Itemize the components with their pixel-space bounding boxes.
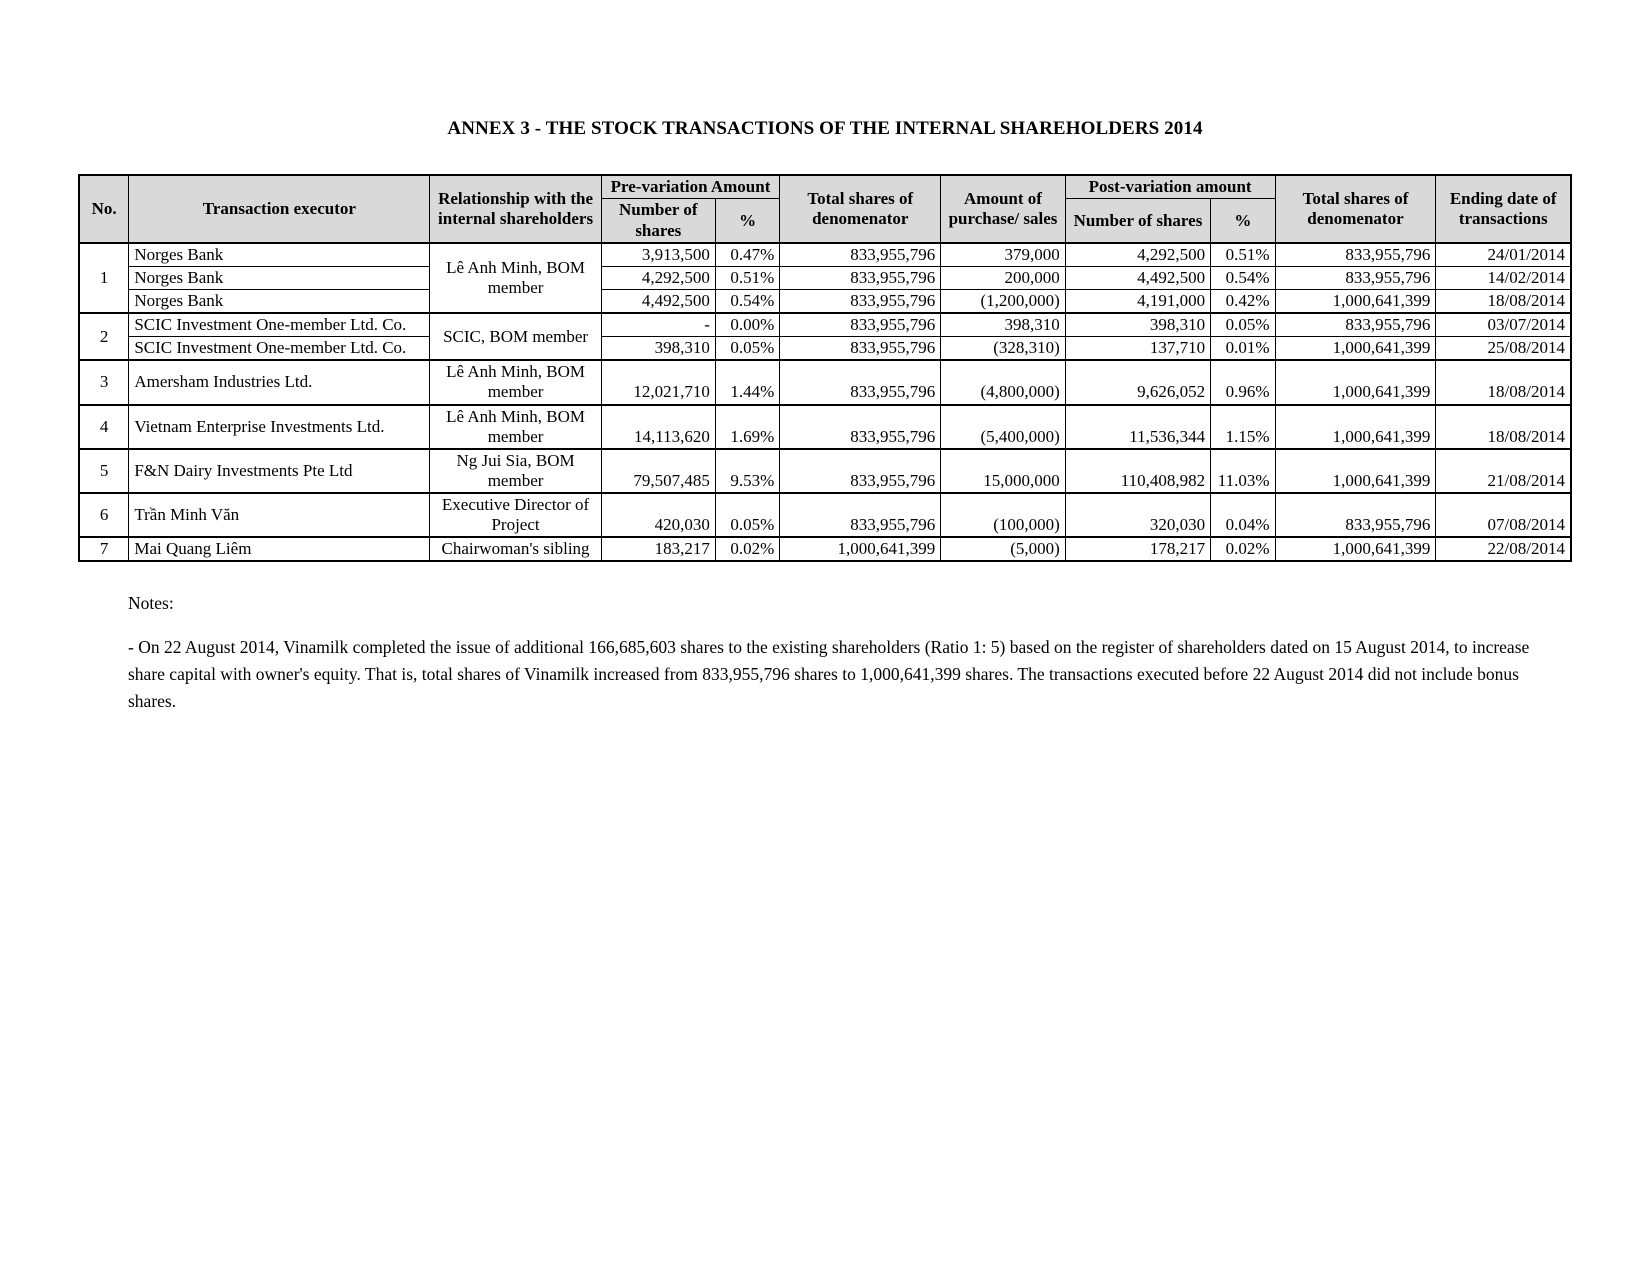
table-row: [79, 537, 1571, 561]
cell-relationship: Lê Anh Minh, BOM member: [430, 243, 601, 313]
cell-ending-date: 22/08/2014: [1436, 537, 1571, 561]
cell-total-shares-before: 833,955,796: [780, 337, 941, 361]
cell-ending-date: 18/08/2014: [1436, 360, 1571, 404]
cell-relationship: Executive Director of Project: [430, 493, 601, 537]
cell-post-number-of-shares: 137,710: [1065, 337, 1210, 361]
cell-total-shares-after: 1,000,641,399: [1275, 405, 1436, 449]
cell-amount-of-purchase-sales: 398,310: [941, 313, 1066, 337]
cell-ending-date: 03/07/2014: [1436, 313, 1571, 337]
cell-post-percent: 0.02%: [1211, 537, 1275, 561]
cell-no: 2: [79, 313, 129, 360]
cell-ending-date: 21/08/2014: [1436, 449, 1571, 493]
cell-total-shares-after: 833,955,796: [1275, 267, 1436, 290]
cell-ending-date: 18/08/2014: [1436, 290, 1571, 314]
cell-amount-of-purchase-sales: (1,200,000): [941, 290, 1066, 314]
cell-pre-number-of-shares: 12,021,710: [601, 360, 715, 404]
notes-label: Notes:: [128, 592, 174, 613]
cell-pre-percent: 1.69%: [715, 405, 779, 449]
cell-relationship: SCIC, BOM member: [430, 313, 601, 360]
cell-total-shares-after: 833,955,796: [1275, 313, 1436, 337]
cell-ending-date: 07/08/2014: [1436, 493, 1571, 537]
cell-relationship: Ng Jui Sia, BOM member: [430, 449, 601, 493]
cell-post-number-of-shares: 4,191,000: [1065, 290, 1210, 314]
cell-transaction-executor: Norges Bank: [129, 243, 430, 267]
cell-pre-number-of-shares: -: [601, 313, 715, 337]
cell-post-percent: 1.15%: [1211, 405, 1275, 449]
cell-amount-of-purchase-sales: 200,000: [941, 267, 1066, 290]
table-header: [79, 175, 1571, 243]
table-row: [79, 405, 1571, 449]
cell-post-number-of-shares: 398,310: [1065, 313, 1210, 337]
cell-total-shares-before: 833,955,796: [780, 313, 941, 337]
cell-pre-percent: 0.47%: [715, 243, 779, 267]
cell-total-shares-before: 833,955,796: [780, 493, 941, 537]
cell-transaction-executor: Vietnam Enterprise Investments Ltd.: [129, 405, 430, 449]
table-row: [79, 449, 1571, 493]
th-transaction-executor: Transaction executor: [129, 175, 430, 243]
cell-total-shares-after: 1,000,641,399: [1275, 337, 1436, 361]
cell-total-shares-after: 1,000,641,399: [1275, 449, 1436, 493]
table-row: [79, 337, 1571, 361]
cell-post-number-of-shares: 11,536,344: [1065, 405, 1210, 449]
cell-total-shares-before: 833,955,796: [780, 290, 941, 314]
cell-transaction-executor: Trần Minh Văn: [129, 493, 430, 537]
table-body: [79, 243, 1571, 561]
cell-no: 7: [79, 537, 129, 561]
th-post-number-of-shares: Number of shares: [1065, 199, 1210, 243]
cell-pre-percent: 0.51%: [715, 267, 779, 290]
cell-amount-of-purchase-sales: (4,800,000): [941, 360, 1066, 404]
table-row: [79, 243, 1571, 267]
cell-post-number-of-shares: 4,492,500: [1065, 267, 1210, 290]
stock-transactions-table: [78, 174, 1572, 562]
cell-post-percent: 0.01%: [1211, 337, 1275, 361]
cell-pre-percent: 0.02%: [715, 537, 779, 561]
cell-pre-number-of-shares: 79,507,485: [601, 449, 715, 493]
cell-relationship: Lê Anh Minh, BOM member: [430, 405, 601, 449]
cell-amount-of-purchase-sales: (5,400,000): [941, 405, 1066, 449]
cell-amount-of-purchase-sales: (5,000): [941, 537, 1066, 561]
cell-pre-number-of-shares: 4,292,500: [601, 267, 715, 290]
cell-pre-percent: 0.54%: [715, 290, 779, 314]
th-pre-percent: %: [715, 199, 779, 243]
cell-total-shares-after: 1,000,641,399: [1275, 360, 1436, 404]
cell-pre-number-of-shares: 3,913,500: [601, 243, 715, 267]
cell-post-percent: 0.54%: [1211, 267, 1275, 290]
cell-total-shares-before: 833,955,796: [780, 360, 941, 404]
cell-relationship: Chairwoman's sibling: [430, 537, 601, 561]
notes-body: - On 22 August 2014, Vinamilk completed the issue of additional 166,685,603 shares to the existing shareholders (Ratio 1: 5) based on the register of shareholders dated on 15 August 2014, to increase share capital with owner's equity. That is, total shares of Vinamilk increased from 833,955,796 shares to 1,000,641,399 shares. The transactions executed before 22 August 2014 did not include bonus shares.: [128, 637, 1530, 711]
cell-transaction-executor: Norges Bank: [129, 290, 430, 314]
cell-total-shares-before: 833,955,796: [780, 267, 941, 290]
th-post-variation-amount: Post-variation amount: [1065, 175, 1275, 199]
cell-ending-date: 24/01/2014: [1436, 243, 1571, 267]
cell-total-shares-after: 1,000,641,399: [1275, 290, 1436, 314]
th-ending-date: Ending date of transactions: [1436, 175, 1571, 243]
cell-pre-number-of-shares: 14,113,620: [601, 405, 715, 449]
cell-post-percent: 0.05%: [1211, 313, 1275, 337]
th-post-percent: %: [1211, 199, 1275, 243]
table-row: [79, 313, 1571, 337]
cell-pre-number-of-shares: 183,217: [601, 537, 715, 561]
cell-relationship: Lê Anh Minh, BOM member: [430, 360, 601, 404]
cell-no: 4: [79, 405, 129, 449]
cell-post-number-of-shares: 9,626,052: [1065, 360, 1210, 404]
cell-post-percent: 11.03%: [1211, 449, 1275, 493]
cell-ending-date: 18/08/2014: [1436, 405, 1571, 449]
cell-ending-date: 14/02/2014: [1436, 267, 1571, 290]
cell-transaction-executor: SCIC Investment One-member Ltd. Co.: [129, 337, 430, 361]
cell-post-percent: 0.96%: [1211, 360, 1275, 404]
cell-pre-percent: 9.53%: [715, 449, 779, 493]
cell-pre-percent: 0.00%: [715, 313, 779, 337]
cell-ending-date: 25/08/2014: [1436, 337, 1571, 361]
cell-total-shares-before: 1,000,641,399: [780, 537, 941, 561]
cell-transaction-executor: Norges Bank: [129, 267, 430, 290]
cell-total-shares-before: 833,955,796: [780, 449, 941, 493]
cell-amount-of-purchase-sales: 379,000: [941, 243, 1066, 267]
table-row: [79, 360, 1571, 404]
th-amount-of-purchase-sales: Amount of purchase/ sales: [941, 175, 1066, 243]
cell-total-shares-before: 833,955,796: [780, 405, 941, 449]
th-total-shares-before: Total shares of denomenator: [780, 175, 941, 243]
cell-post-number-of-shares: 320,030: [1065, 493, 1210, 537]
cell-pre-percent: 0.05%: [715, 493, 779, 537]
th-total-shares-after: Total shares of denomenator: [1275, 175, 1436, 243]
th-pre-number-of-shares: Number of shares: [601, 199, 715, 243]
cell-pre-number-of-shares: 420,030: [601, 493, 715, 537]
cell-amount-of-purchase-sales: (100,000): [941, 493, 1066, 537]
cell-transaction-executor: SCIC Investment One-member Ltd. Co.: [129, 313, 430, 337]
table-row: [79, 290, 1571, 314]
table-row: [79, 493, 1571, 537]
cell-post-number-of-shares: 4,292,500: [1065, 243, 1210, 267]
cell-total-shares-before: 833,955,796: [780, 243, 941, 267]
th-relationship: Relationship with the internal shareholders: [430, 175, 601, 243]
page-title: ANNEX 3 - THE STOCK TRANSACTIONS OF THE INTERNAL SHAREHOLDERS 2014: [447, 118, 1203, 139]
cell-amount-of-purchase-sales: (328,310): [941, 337, 1066, 361]
th-pre-variation-amount: Pre-variation Amount: [601, 175, 780, 199]
th-no: No.: [79, 175, 129, 243]
notes-section: [0, 590, 1650, 714]
cell-pre-number-of-shares: 4,492,500: [601, 290, 715, 314]
cell-post-percent: 0.51%: [1211, 243, 1275, 267]
annex-table-container: [0, 174, 1650, 562]
cell-no: 1: [79, 243, 129, 313]
cell-post-percent: 0.42%: [1211, 290, 1275, 314]
cell-pre-percent: 0.05%: [715, 337, 779, 361]
table-row: [79, 267, 1571, 290]
cell-post-number-of-shares: 178,217: [1065, 537, 1210, 561]
cell-total-shares-after: 1,000,641,399: [1275, 537, 1436, 561]
cell-transaction-executor: Amersham Industries Ltd.: [129, 360, 430, 404]
header-row-top: [79, 175, 1571, 199]
cell-pre-number-of-shares: 398,310: [601, 337, 715, 361]
cell-post-percent: 0.04%: [1211, 493, 1275, 537]
cell-transaction-executor: F&N Dairy Investments Pte Ltd: [129, 449, 430, 493]
cell-total-shares-after: 833,955,796: [1275, 493, 1436, 537]
cell-pre-percent: 1.44%: [715, 360, 779, 404]
cell-total-shares-after: 833,955,796: [1275, 243, 1436, 267]
cell-no: 6: [79, 493, 129, 537]
cell-amount-of-purchase-sales: 15,000,000: [941, 449, 1066, 493]
cell-transaction-executor: Mai Quang Liêm: [129, 537, 430, 561]
cell-no: 3: [79, 360, 129, 404]
cell-no: 5: [79, 449, 129, 493]
cell-post-number-of-shares: 110,408,982: [1065, 449, 1210, 493]
